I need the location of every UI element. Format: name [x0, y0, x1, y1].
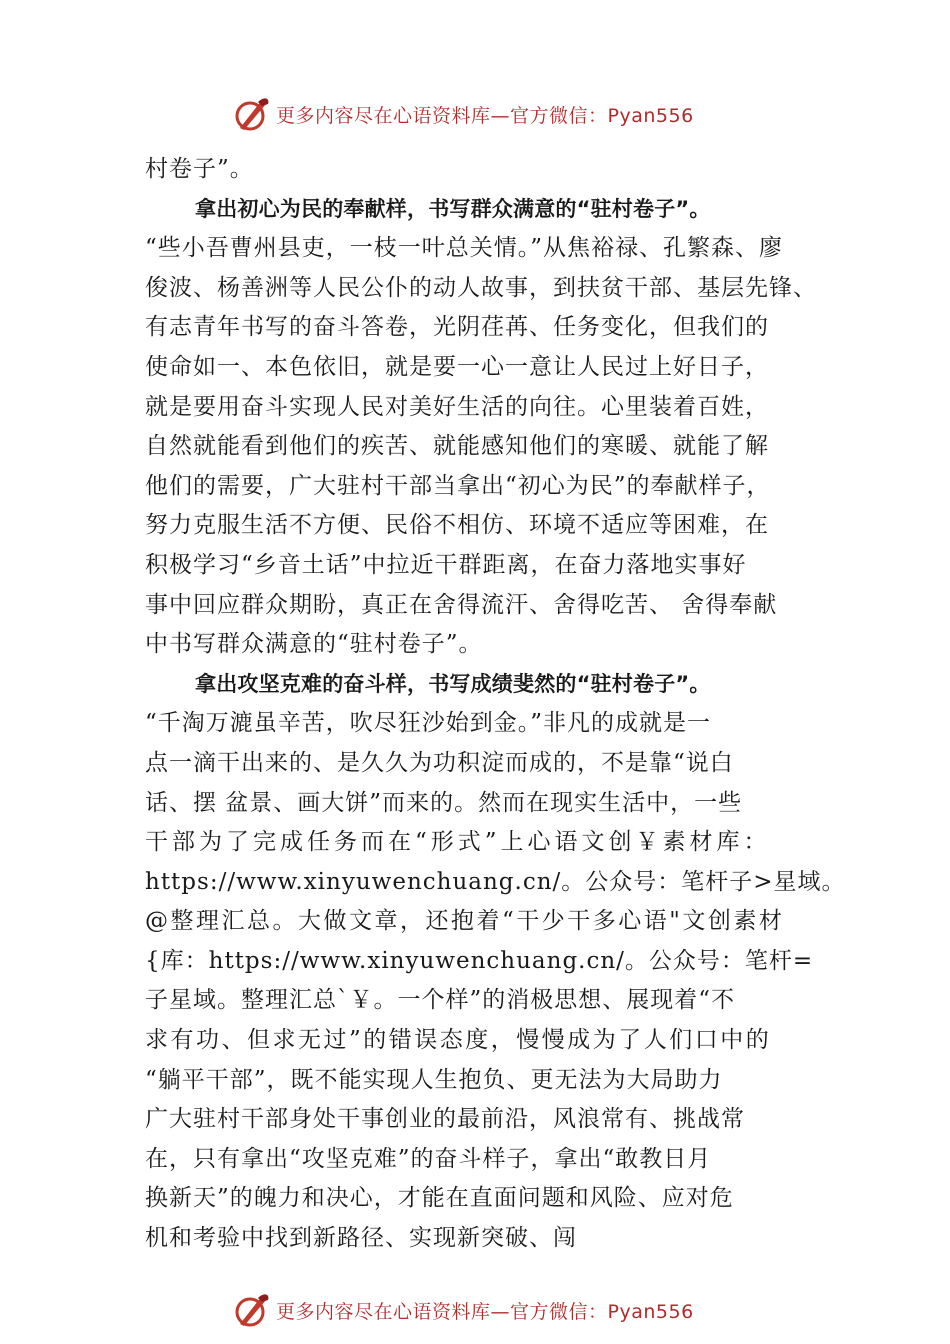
text-line: 努力克服生活不方便、民俗不相仿、环境不适应等困难，在: [145, 512, 769, 539]
text-line: 换新天”的魄力和决心，才能在直面问题和风险、应对危: [145, 1185, 734, 1212]
text-line: 机和考验中找到新路径、实现新突破、闯: [145, 1225, 577, 1252]
text-line: 点一滴干出来的、是久久为功积淀而成的，不是靠“说白: [145, 749, 734, 776]
header-banner-text: 更多内容尽在心语资料库—官方微信：Pyan556: [276, 104, 694, 127]
section-heading: 拿出初心为民的奉献样，书写群众满意的“驻村卷子”。: [195, 196, 711, 221]
text-line: 村卷子”。: [145, 156, 254, 182]
text-line: 他们的需要，广大驻村干部当拿出“初心为民”的奉献样子，: [145, 472, 771, 499]
text-line: “些小吾曹州县吏，一枝一叶总关情。”从焦裕禄、孔繁森、廖: [145, 235, 784, 262]
footer-banner: [232, 1290, 694, 1330]
text-line: “千淘万漉虽辛苦，吹尽狂沙始到金。”非凡的成就是一: [145, 710, 712, 737]
text-line: @整理汇总。大做文章，还抱着“干少干多心语"文创素材: [145, 908, 785, 935]
footer-banner-text: 更多内容尽在心语资料库—官方微信：Pyan556: [276, 1300, 694, 1323]
text-line: 话、摆 盆景、画大饼”而来的。然而在现实生活中，一些: [145, 789, 743, 816]
text-line: 求有功、但求无过”的错误态度，慢慢成为了人们口中的: [145, 1027, 772, 1054]
text-line: 积极学习“乡音土话”中拉近干群距离，在奋力落地实事好: [145, 551, 747, 578]
text-line: 自然就能看到他们的疾苦、就能感知他们的寒暖、就能了解: [145, 433, 769, 460]
quill-logo-icon: [232, 94, 272, 134]
document-body: [145, 150, 845, 1259]
text-line: 就是要用奋斗实现人民对美好生活的向往。心里装着百姓，: [145, 393, 769, 420]
text-line: 子星域。整理汇总`￥。一个样”的消极思想、展现着“不: [145, 987, 736, 1014]
section-heading: 拿出攻坚克难的奋斗样，书写成绩斐然的“驻村卷子”。: [195, 671, 711, 696]
text-line: https://www.xinyuwenchuang.cn/。公众号：笔杆子>星域。: [145, 868, 846, 895]
quill-logo-icon: [232, 1290, 272, 1330]
header-banner: [232, 94, 694, 134]
text-line: 中书写群众满意的“驻村卷子”。: [145, 631, 483, 658]
text-line: 广大驻村干部身处干事创业的最前沿，风浪常有、挑战常: [145, 1106, 745, 1133]
text-line: 在，只有拿出“攻坚克难”的奋斗样子，拿出“敢教日月: [145, 1145, 712, 1172]
text-line: 干部为了完成任务而在“形式”上心语文创￥素材库：: [145, 829, 771, 856]
text-line: 事中回应群众期盼，真正在舍得流汗、舍得吃苦、 舍得奉献: [145, 591, 778, 618]
text-line: {库：https://www.xinyuwenchuang.cn/。公众号：笔杆=: [145, 947, 814, 974]
text-line: “躺平干部”，既不能实现人生抱负、更无法为大局助力: [145, 1066, 723, 1093]
text-line: 使命如一、本色依旧，就是要一心一意让人民过上好日子，: [145, 353, 769, 380]
text-line: 俊波、杨善洲等人民公仆的动人故事，到扶贫干部、基层先锋、: [145, 274, 817, 301]
text-line: 有志青年书写的奋斗答卷，光阴荏苒、任务变化，但我们的: [145, 314, 769, 341]
